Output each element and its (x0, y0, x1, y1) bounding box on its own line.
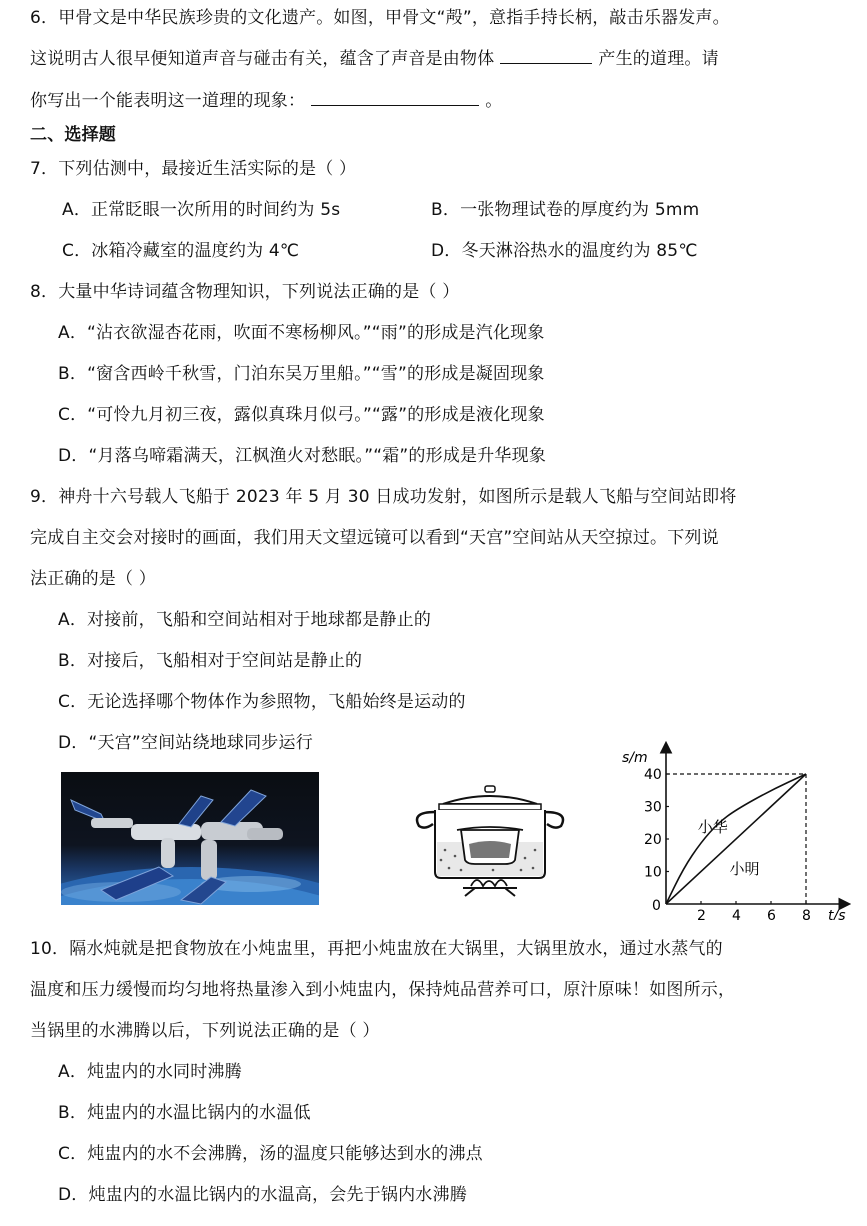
q6-line-2b: 产生的道理。请 (598, 49, 719, 69)
q8-stem: 8．大量中华诗词蕴含物理知识，下列说法正确的是（ ） (30, 282, 460, 302)
q6-line-2 (30, 47, 719, 71)
series-label-xiaohua: 小华 (697, 817, 728, 836)
q7-stem: 7．下列估测中，最接近生活实际的是（ ） (30, 159, 357, 179)
q7-option-d[interactable]: D．冬天淋浴热水的温度约为 85℃ (431, 241, 698, 261)
pot-diagram (405, 782, 575, 902)
q9-option-b[interactable]: B．对接后，飞船相对于空间站是静止的 (58, 651, 363, 671)
q9-line-2: 完成自主交会对接时的画面，我们用天文望远镜可以看到“天宫”空间站从天空掠过。下列说 (30, 528, 719, 548)
q10-line-2: 温度和压力缓慢而均匀地将热量渗入到小炖盅内，保持炖品营养可口，原汁原味！如图所示， (30, 980, 736, 1000)
space-station-photo (61, 772, 319, 905)
q6-answer-blank-1[interactable] (500, 49, 592, 64)
q7-option-c[interactable]: C．冰箱冷藏室的温度约为 4℃ (62, 241, 300, 261)
q6-line-3a: 你写出一个能表明这一道理的现象： (30, 91, 306, 111)
section-title-choice: 二、选择题 (30, 125, 116, 145)
q9-option-a[interactable]: A．对接前，飞船和空间站相对于地球都是静止的 (58, 610, 432, 630)
q6-answer-blank-2[interactable] (311, 91, 479, 106)
q8-option-b[interactable]: B．“窗含西岭千秋雪，门泊东吴万里船。”“雪”的形成是凝固现象 (58, 364, 545, 384)
x-axis-label: t/s (828, 908, 846, 920)
q8-option-a[interactable]: A．“沾衣欲湿杏花雨，吹面不寒杨柳风。”“雨”的形成是汽化现象 (58, 323, 545, 343)
y-tick-label: 40 (644, 767, 662, 783)
x-tick-label: 2 (697, 908, 706, 920)
q10-option-b[interactable]: B．炖盅内的水温比锅内的水温低 (58, 1103, 311, 1123)
q7-option-a[interactable]: A．正常眨眼一次所用的时间约为 5s (62, 200, 341, 220)
q10-option-a[interactable]: A．炖盅内的水同时沸腾 (58, 1062, 242, 1082)
q10-option-d[interactable]: D．炖盅内的水温比锅内的水温高，会先于锅内水沸腾 (58, 1185, 467, 1205)
q9-option-c[interactable]: C．无论选择哪个物体作为参照物，飞船始终是运动的 (58, 692, 466, 712)
x-tick-label: 4 (732, 908, 741, 920)
s-t-graph (618, 740, 858, 920)
q10-line-1: 10．隔水炖就是把食物放在小炖盅里，再把小炖盅放在大锅里，大锅里放水，通过水蒸气的 (30, 939, 723, 959)
q8-option-c[interactable]: C．“可怜九月初三夜，露似真珠月似弓。”“露”的形成是液化现象 (58, 405, 545, 425)
y-tick-label: 30 (644, 799, 662, 816)
x-tick-label: 8 (802, 908, 811, 920)
q6-line-3b: 。 (485, 91, 503, 111)
space-station-illustration (61, 772, 319, 905)
y-tick-label: 10 (644, 864, 662, 881)
double-boiler-pot-icon (405, 782, 575, 902)
x-tick-label: 6 (767, 908, 776, 920)
q6-line-3 (30, 89, 502, 113)
y-axis-label: s/m (622, 750, 648, 766)
q6-line-2a: 这说明古人很早便知道声音与碰击有关，蕴含了声音是由物体 (30, 49, 495, 69)
q10-option-c[interactable]: C．炖盅内的水不会沸腾，汤的温度只能够达到水的沸点 (58, 1144, 483, 1164)
y-tick-label: 20 (644, 832, 662, 848)
series-line-1 (666, 774, 806, 904)
s-t-chart (618, 740, 858, 920)
q7-option-b[interactable]: B．一张物理试卷的厚度约为 5mm (431, 200, 700, 220)
q8-option-d[interactable]: D．“月落乌啼霜满天，江枫渔火对愁眠。”“霜”的形成是升华现象 (58, 446, 547, 466)
origin-label: 0 (652, 898, 661, 914)
q9-option-d[interactable]: D．“天宫”空间站绕地球同步运行 (58, 733, 313, 753)
q6-line-1: 6．甲骨文是中华民族珍贵的文化遗产。如图，甲骨文“殸”，意指手持长柄，敲击乐器发声。 (30, 8, 730, 28)
q9-line-3: 法正确的是（ ） (30, 569, 157, 589)
q9-line-1: 9．神舟十六号载人飞船于 2023 年 5 月 30 日成功发射，如图所示是载人飞船与空间站即将 (30, 487, 737, 507)
q10-line-3: 当锅里的水沸腾以后，下列说法正确的是（ ） (30, 1021, 380, 1041)
series-label-xiaoming: 小明 (729, 859, 760, 878)
